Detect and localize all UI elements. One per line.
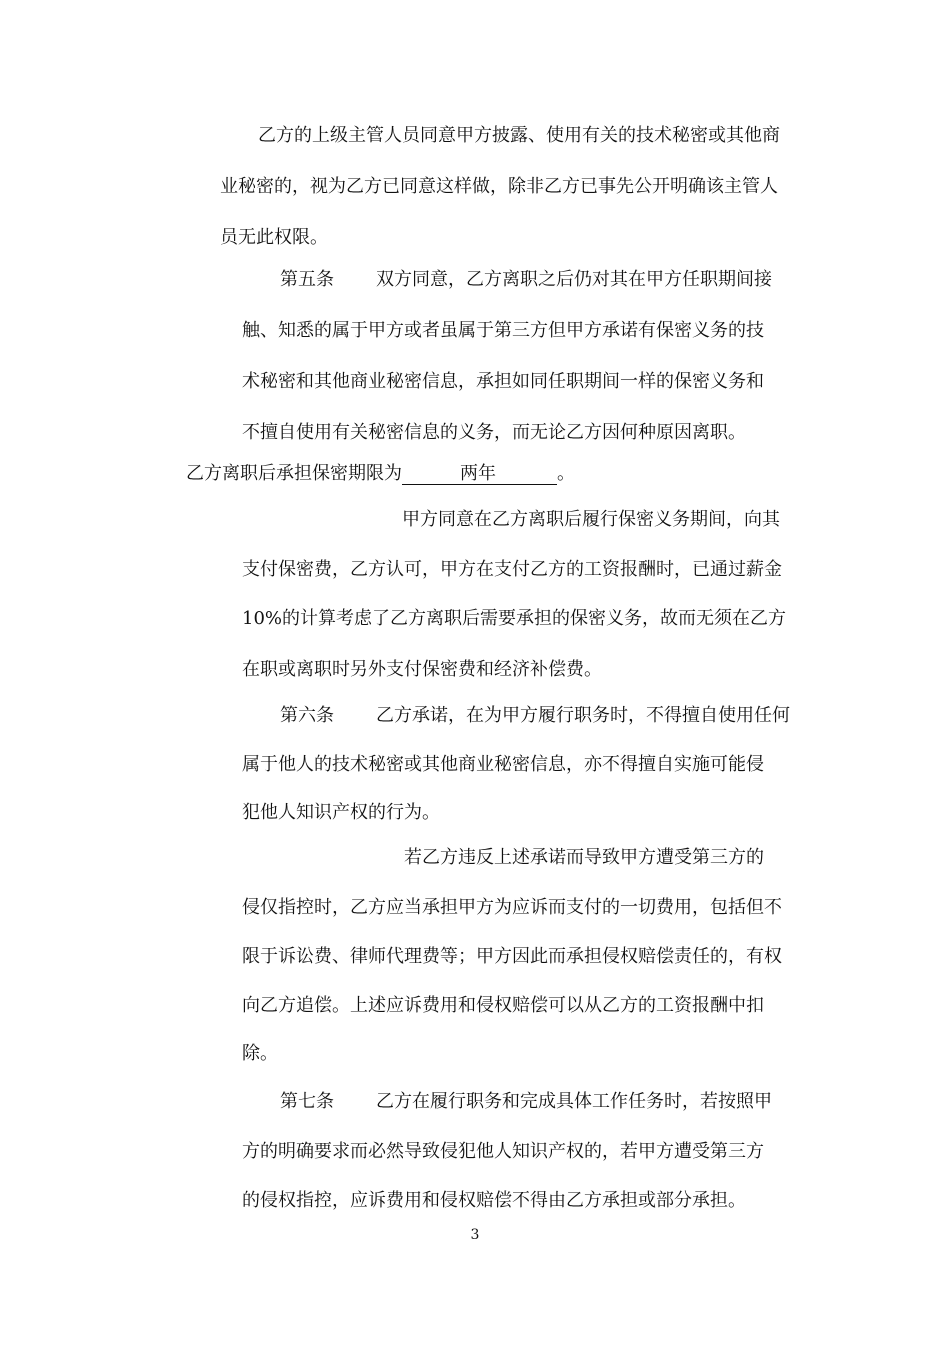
fee-line-1: 甲方同意在乙方离职后履行保密义务期间，向其 <box>402 509 780 530</box>
breach-line-3: 限于诉讼费、律师代理费等；甲方因此而承担侵权赔偿责任的，有权 <box>242 946 782 967</box>
article-7-line-1: 乙方在履行职务和完成具体工作任务时，若按照甲 <box>376 1091 772 1112</box>
article-6-heading: 第六条 <box>280 705 334 726</box>
breach-line-2: 侵仅指控时，乙方应当承担甲方为应诉而支付的一切费用，包括但不 <box>242 897 782 918</box>
confidentiality-period-line <box>186 463 575 485</box>
breach-line-1: 若乙方违反上述承诺而导致甲方遭受第三方的 <box>404 847 764 868</box>
page-number: 3 <box>470 1227 480 1243</box>
period-value: 两年 <box>460 463 496 484</box>
breach-line-5: 除。 <box>242 1043 278 1064</box>
article-5-line-3: 术秘密和其他商业秘密信息，承担如同任职期间一样的保密义务和 <box>242 371 764 392</box>
breach-line-4: 向乙方追偿。上述应诉费用和侵权赔偿可以从乙方的工资报酬中扣 <box>242 995 764 1016</box>
article-7-heading: 第七条 <box>280 1091 334 1112</box>
article-6-line-3: 犯他人知识产权的行为。 <box>242 802 440 823</box>
period-suffix: 。 <box>557 463 575 484</box>
article-5-heading: 第五条 <box>280 269 334 290</box>
article-7-line-2: 方的明确要求而必然导致侵犯他人知识产权的，若甲方遭受第三方 <box>242 1141 764 1162</box>
article-5-line-2: 触、知悉的属于甲方或者虽属于第三方但甲方承诺有保密义务的技 <box>242 320 764 341</box>
fee-line-2: 支付保密费，乙方认可，甲方在支付乙方的工资报酬时，已通过薪金 <box>242 559 782 580</box>
article-7-line-3: 的侵权指控，应诉费用和侵权赔偿不得由乙方承担或部分承担。 <box>242 1190 746 1211</box>
period-blank <box>402 464 557 485</box>
article-5-line-1: 双方同意，乙方离职之后仍对其在甲方任职期间接 <box>376 269 772 290</box>
article-5-line-4: 不擅自使用有关秘密信息的义务，而无论乙方因何种原因离职。 <box>242 422 746 443</box>
period-prefix: 乙方离职后承担保密期限为 <box>186 463 402 484</box>
article-6-line-1: 乙方承诺，在为甲方履行职务时，不得擅自使用任何 <box>376 705 790 726</box>
fee-line-4: 在职或离职时另外支付保密费和经济补偿费。 <box>242 659 602 680</box>
p1-line-2: 业秘密的，视为乙方已同意这样做，除非乙方已事先公开明确该主管人 <box>220 176 778 197</box>
fee-line-3: 10%的计算考虑了乙方离职后需要承担的保密义务，故而无须在乙方 <box>242 608 787 629</box>
article-6-line-2: 属于他人的技术秘密或其他商业秘密信息，亦不得擅自实施可能侵 <box>242 754 764 775</box>
p1-line-1: 乙方的上级主管人员同意甲方披露、使用有关的技术秘密或其他商 <box>258 125 780 146</box>
p1-line-3: 员无此权限。 <box>220 227 328 248</box>
